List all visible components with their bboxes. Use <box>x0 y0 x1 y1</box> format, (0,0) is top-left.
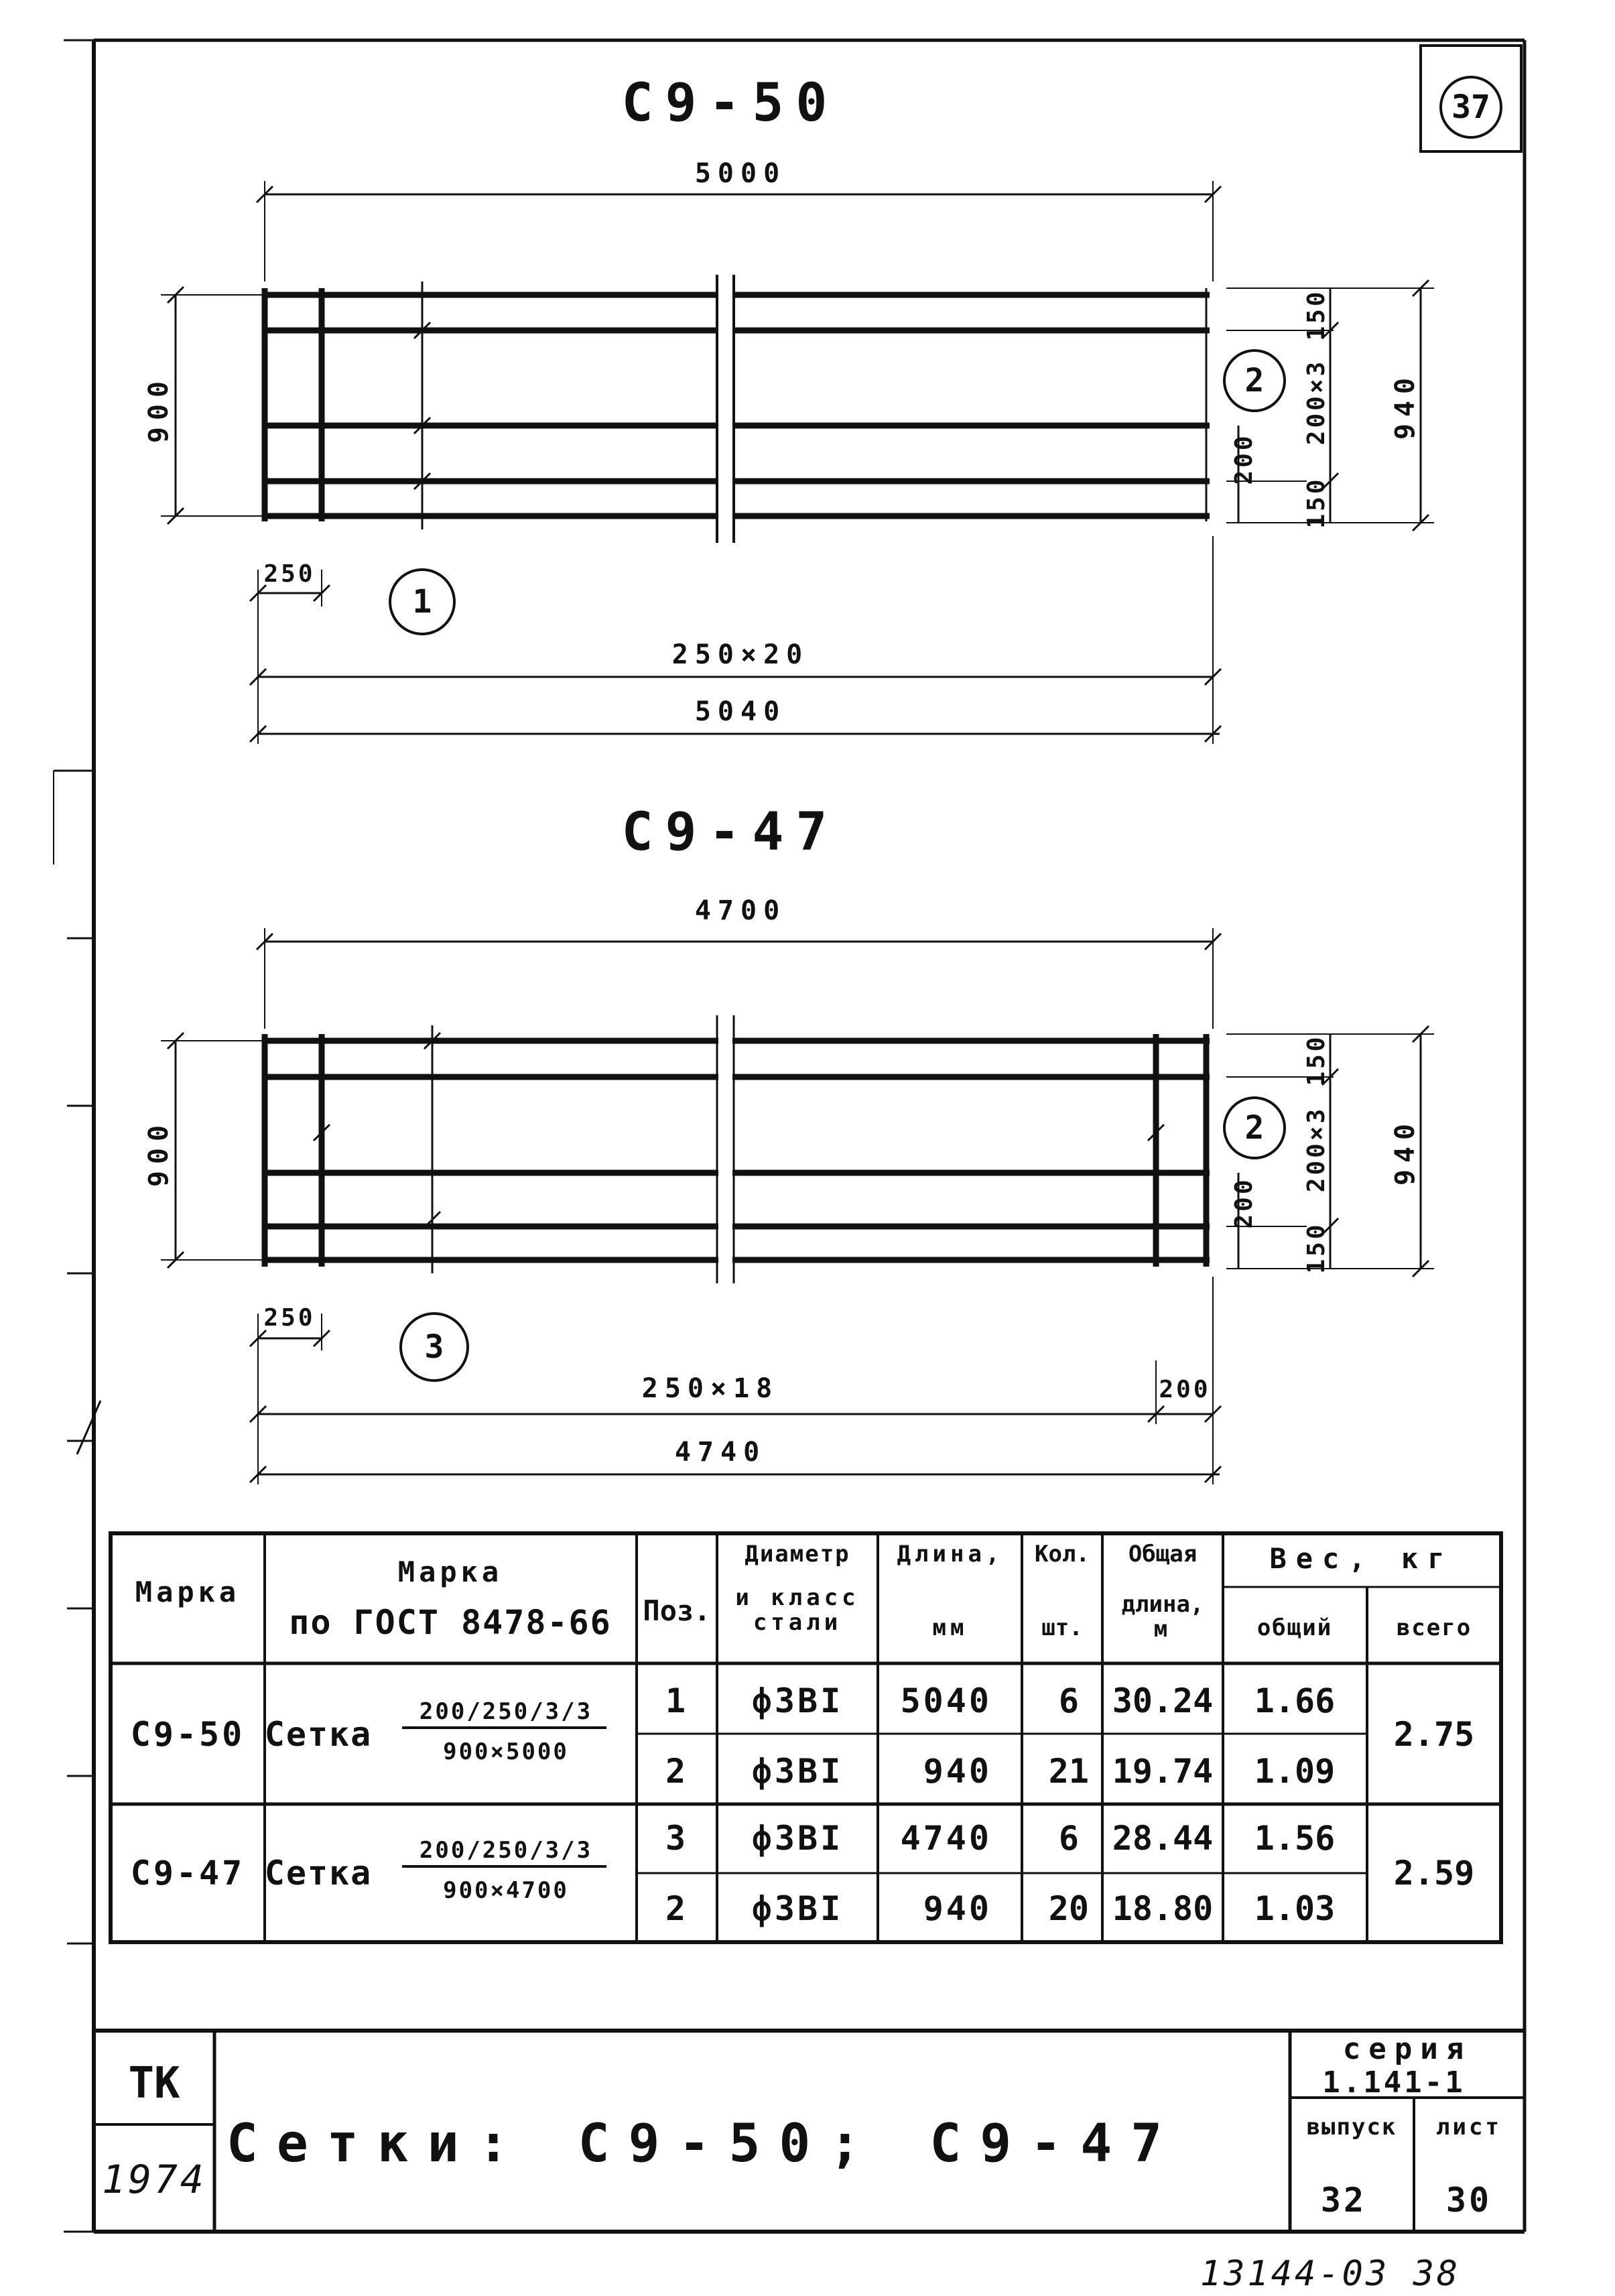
position-number: 1 <box>412 583 432 621</box>
dim-bar-pitch: 200×3 <box>1303 359 1330 446</box>
drawing-title: С9-50 <box>621 73 840 133</box>
position-marker-2 <box>1224 350 1285 411</box>
sheet-badge-number: 37 <box>1451 88 1490 126</box>
cell-length: 5040 <box>900 1681 992 1720</box>
cell-mark: С9-50 <box>130 1715 245 1754</box>
cell-quantity: 6 <box>1058 1681 1079 1720</box>
dim-pitch-small: 200 <box>1230 433 1258 485</box>
header-mark: Марка <box>135 1576 241 1608</box>
cell-diameter: ф3ВI <box>751 1819 844 1858</box>
cell-gost-denominator: 900×4700 <box>443 1877 569 1904</box>
dim-width: 900 <box>143 1118 174 1188</box>
cell-weight: 1.66 <box>1254 1681 1336 1720</box>
cell-diameter: ф3ВI <box>751 1889 844 1928</box>
cell-position: 3 <box>665 1819 689 1858</box>
cell-gost-numerator: 200/250/3/3 <box>419 1837 593 1864</box>
header-diameter-line3: стали <box>753 1609 842 1636</box>
dim-first-span: 250 <box>263 560 316 588</box>
stamp-series-value: 1.141-1 <box>1322 2065 1466 2100</box>
cell-position: 2 <box>665 1889 689 1928</box>
sheet-badge <box>1421 46 1521 151</box>
cell-quantity: 20 <box>1048 1889 1089 1928</box>
header-gost-line1: Марка <box>397 1555 503 1588</box>
stamp-issue-label: выпуск <box>1306 2114 1397 2141</box>
dim-overall-width: 940 <box>1390 1117 1421 1186</box>
drawing-title: С9-47 <box>621 802 840 863</box>
dim-end-span: 200 <box>1159 1376 1211 1403</box>
dimension-top <box>257 895 1221 1029</box>
cell-length: 4740 <box>900 1819 992 1858</box>
header-quantity-line2: шт. <box>1041 1614 1083 1641</box>
dim-edge-top: 150 <box>1303 289 1330 341</box>
position-marker-2 <box>1224 1098 1285 1158</box>
cell-mark: С9-47 <box>130 1854 245 1893</box>
header-gost-line2: по ГОСТ 8478-66 <box>289 1603 612 1642</box>
header-total-length-line3: м <box>1153 1616 1172 1643</box>
cell-quantity: 6 <box>1058 1819 1079 1858</box>
dim-spacing: 250×20 <box>671 639 810 670</box>
dimension-top <box>257 158 1221 281</box>
dimension-left <box>143 1033 265 1268</box>
cell-quantity: 21 <box>1048 1752 1089 1791</box>
mesh-bars <box>265 275 1210 543</box>
stamp-sheet-label: лист <box>1436 2114 1502 2141</box>
cell-diameter: ф3ВI <box>751 1681 844 1720</box>
stamp-organization: ТК <box>128 2059 180 2108</box>
cell-weight: 1.56 <box>1254 1819 1336 1858</box>
cell-total-length: 28.44 <box>1112 1819 1214 1858</box>
cell-gost-word: Сетка <box>264 1854 373 1893</box>
header-weight-total: общий <box>1256 1614 1333 1641</box>
specification-table <box>111 1533 1501 1942</box>
cell-length: 940 <box>923 1752 992 1791</box>
mesh-bars <box>265 1015 1210 1283</box>
mesh-drawing-c9-50 <box>143 73 1434 744</box>
header-position: Поз. <box>643 1594 711 1627</box>
cell-total-length: 18.80 <box>1112 1889 1214 1928</box>
cell-weight: 1.09 <box>1254 1752 1336 1791</box>
header-weight-all: всего <box>1396 1614 1472 1641</box>
position-marker-3 <box>401 1314 468 1381</box>
cell-gost-numerator: 200/250/3/3 <box>419 1698 593 1725</box>
dim-overall-length: 4700 <box>694 895 787 926</box>
cell-gost-word: Сетка <box>264 1715 373 1754</box>
header-length-line2: мм <box>932 1614 968 1641</box>
cell-weight-all: 2.59 <box>1393 1854 1475 1893</box>
dim-edge-top: 150 <box>1303 1034 1330 1086</box>
cell-position: 2 <box>665 1752 689 1791</box>
dim-bar-pitch: 200×3 <box>1303 1106 1330 1193</box>
position-marker-1 <box>390 570 454 634</box>
handwritten-archive-note: 13144-03 38 <box>1200 2254 1461 2294</box>
dim-overall-width: 940 <box>1390 371 1421 440</box>
position-number: 3 <box>424 1328 444 1366</box>
mesh-drawing-c9-47 <box>143 802 1434 1484</box>
position-number: 2 <box>1244 1109 1265 1147</box>
cell-length: 940 <box>923 1889 992 1928</box>
dim-edge-bottom: 150 <box>1303 1222 1330 1274</box>
cell-total-length: 19.74 <box>1112 1752 1214 1791</box>
cell-position: 1 <box>665 1681 689 1720</box>
stamp-series-label: серия <box>1342 2032 1472 2066</box>
stamp-issue-value: 32 <box>1320 2181 1367 2220</box>
table-row <box>665 1819 1335 1858</box>
dim-total-length: 4740 <box>674 1437 767 1468</box>
stamp-year: 1974 <box>102 2157 206 2202</box>
header-length-line1: Длина, <box>897 1541 1004 1568</box>
cell-weight: 1.03 <box>1254 1889 1336 1928</box>
header-diameter-line1: Диаметр <box>745 1541 850 1568</box>
dim-overall-length: 5000 <box>694 158 787 189</box>
table-row <box>665 1752 1335 1791</box>
table-row <box>665 1681 1335 1720</box>
cell-gost-denominator: 900×5000 <box>443 1738 569 1765</box>
dim-width: 900 <box>143 374 174 444</box>
header-weight: Вес, кг <box>1269 1542 1454 1575</box>
dim-pitch-small: 200 <box>1230 1177 1258 1229</box>
header-quantity-line1: Кол. <box>1035 1541 1090 1568</box>
header-total-length-line2: длина, <box>1121 1591 1204 1618</box>
stamp-sheet-value: 30 <box>1445 2181 1492 2220</box>
dim-edge-bottom: 150 <box>1303 476 1330 529</box>
header-total-length-line1: Общая <box>1128 1541 1198 1568</box>
dimension-left <box>143 287 265 524</box>
table-group-c9-50 <box>131 1681 1474 1791</box>
title-stamp <box>94 2031 1525 2232</box>
cell-diameter: ф3ВI <box>751 1752 844 1791</box>
dim-spacing: 250×18 <box>641 1373 779 1404</box>
dim-first-span: 250 <box>263 1304 316 1332</box>
position-number: 2 <box>1244 362 1265 399</box>
stamp-title: Сетки: С9-50; С9-47 <box>226 2114 1181 2174</box>
dim-total-length: 5040 <box>694 696 787 727</box>
table-row <box>665 1889 1335 1928</box>
header-diameter-line2: и класс <box>735 1584 860 1611</box>
cell-total-length: 30.24 <box>1112 1681 1214 1720</box>
cell-weight-all: 2.75 <box>1393 1715 1475 1754</box>
